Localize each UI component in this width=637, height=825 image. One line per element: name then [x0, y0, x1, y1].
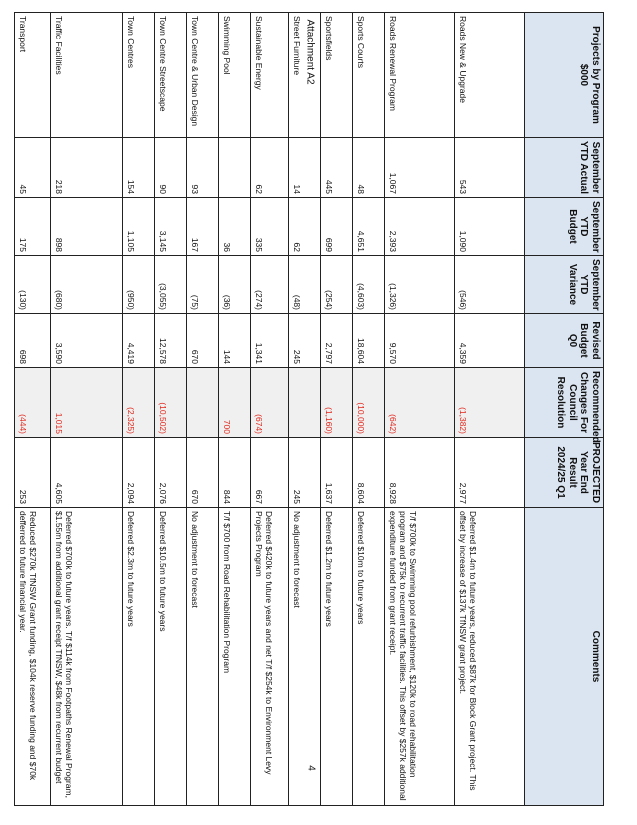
cell-revised: 2,797 [321, 314, 353, 368]
table-row [289, 13, 321, 806]
cell-comment: Deferred $2.3m to future years [123, 508, 155, 806]
column-header: Revised Budget Q0 [525, 314, 604, 368]
cell-comment: Deferred $700k to future years. T/f $114k from Footpaths Renewal Program, $1.55m from additional grant receipt TfNSW, $48k from recurrent budget [51, 508, 123, 806]
cell-budget: 1,105 [123, 198, 155, 256]
cell-projected: 245 [289, 438, 321, 508]
cell-comment: Deferred $10.5m to future years [155, 508, 187, 806]
cell-actual: 48 [353, 138, 385, 198]
cell-budget: 898 [51, 198, 123, 256]
cell-projected: 2,076 [155, 438, 187, 508]
cell-actual: 93 [187, 138, 219, 198]
cell-variance: (1,326) [385, 256, 455, 314]
cell-program: Street Furniture [289, 13, 321, 138]
cell-program: Town Centre Streetscape [155, 13, 187, 138]
cell-variance: (36) [219, 256, 251, 314]
cell-budget: 3,145 [155, 198, 187, 256]
cell-actual: 445 [321, 138, 353, 198]
cell-variance: (546) [455, 256, 525, 314]
cell-program: Sustainable Energy [251, 13, 289, 138]
cell-revised: 670 [187, 314, 219, 368]
cell-actual: 90 [155, 138, 187, 198]
cell-program: Town Centre & Urban Design [187, 13, 219, 138]
table-container [18, 12, 604, 805]
cell-projected: 8,604 [353, 438, 385, 508]
cell-budget: 2,393 [385, 198, 455, 256]
cell-projected: 4,605 [51, 438, 123, 508]
table-row [15, 13, 51, 806]
cell-budget: 335 [251, 198, 289, 256]
column-header: September YTD Variance [525, 256, 604, 314]
table-row [219, 13, 251, 806]
cell-projected: 2,094 [123, 438, 155, 508]
cell-actual: 45 [15, 138, 51, 198]
cell-change [289, 368, 321, 438]
cell-actual: 218 [51, 138, 123, 198]
cell-revised: 4,359 [455, 314, 525, 368]
header-row [525, 13, 604, 806]
column-header: Projects by Program $000 [525, 13, 604, 138]
cell-change: (674) [251, 368, 289, 438]
cell-change: (444) [15, 368, 51, 438]
cell-revised: 12,578 [155, 314, 187, 368]
cell-program: Transport [15, 13, 51, 138]
cell-program: Traffic Facilities [51, 13, 123, 138]
cell-revised: 144 [219, 314, 251, 368]
cell-comment: No adjustment to forecast [187, 508, 219, 806]
cell-program: Roads Renewal Program [385, 13, 455, 138]
cell-actual: 62 [251, 138, 289, 198]
cell-variance: (254) [321, 256, 353, 314]
cell-comment: Deferred $10m to future years [353, 508, 385, 806]
attachment-label: Attachment A2 [304, 19, 316, 85]
cell-change: 700 [219, 368, 251, 438]
column-header: Recommended Changes For Council Resolution [525, 368, 604, 438]
cell-change: (10,000) [353, 368, 385, 438]
cell-variance: (3,055) [155, 256, 187, 314]
table-row [385, 13, 455, 806]
cell-variance: (75) [187, 256, 219, 314]
cell-change: (1,382) [455, 368, 525, 438]
table-row [321, 13, 353, 806]
cell-projected: 667 [251, 438, 289, 508]
cell-change: 1,015 [51, 368, 123, 438]
cell-actual [219, 138, 251, 198]
cell-actual: 543 [455, 138, 525, 198]
projects-table [14, 12, 604, 806]
cell-revised: 9,570 [385, 314, 455, 368]
rotated-page [18, 12, 604, 805]
table-body [15, 13, 525, 806]
table-row [123, 13, 155, 806]
cell-variance: (950) [123, 256, 155, 314]
cell-actual: 14 [289, 138, 321, 198]
cell-comment: T/f $700k to Swimming pool refurbishment, $120k to road rehabilitation program and $75k to recurrent traffic facilities. This offset by $257k additional expenditure funded from grant receipt. [385, 508, 455, 806]
column-header: September YTD Actual [525, 138, 604, 198]
cell-program: Town Centres [123, 13, 155, 138]
cell-program: Sportsfields [321, 13, 353, 138]
cell-budget: 175 [15, 198, 51, 256]
cell-projected: 670 [187, 438, 219, 508]
cell-comment: Reduced $270k TfNSW Grant funding, $104k reserve funding and $70k defferred to future financial year. [15, 508, 51, 806]
cell-projected: 253 [15, 438, 51, 508]
cell-revised: 698 [15, 314, 51, 368]
cell-change: (10,502) [155, 368, 187, 438]
column-header: Comments [525, 508, 604, 806]
cell-comment: T/f $700 from Road Rehabilitation Program [219, 508, 251, 806]
cell-revised: 245 [289, 314, 321, 368]
cell-budget: 699 [321, 198, 353, 256]
cell-comment: Deferred $1.4m to future years, reduced $87k for Block Grant project. This offset by increase of $137k TfNSW grant project. [455, 508, 525, 806]
cell-change: (1,160) [321, 368, 353, 438]
cell-program: Roads New & Upgrade [455, 13, 525, 138]
cell-program: Sports Courts [353, 13, 385, 138]
cell-projected: 1,637 [321, 438, 353, 508]
cell-revised: 1,341 [251, 314, 289, 368]
cell-projected: 844 [219, 438, 251, 508]
cell-change [187, 368, 219, 438]
cell-change: (2,325) [123, 368, 155, 438]
table-row [455, 13, 525, 806]
cell-revised: 18,604 [353, 314, 385, 368]
cell-actual: 154 [123, 138, 155, 198]
cell-revised: 4,419 [123, 314, 155, 368]
cell-budget: 167 [187, 198, 219, 256]
cell-variance: (130) [15, 256, 51, 314]
cell-program: Swimming Pool [219, 13, 251, 138]
cell-revised: 3,590 [51, 314, 123, 368]
cell-variance: (680) [51, 256, 123, 314]
cell-budget: 36 [219, 198, 251, 256]
cell-variance: (4,603) [353, 256, 385, 314]
cell-comment: Deferred $420k to future years and net T/f $254k to Environment Levy Projects Program [251, 508, 289, 806]
cell-budget: 62 [289, 198, 321, 256]
cell-change: (642) [385, 368, 455, 438]
column-header: PROJECTED Year End Result 2024/25 Q1 [525, 438, 604, 508]
page-number: 4 [305, 765, 317, 771]
cell-variance: (48) [289, 256, 321, 314]
column-header: September YTD Budget [525, 198, 604, 256]
table-row [353, 13, 385, 806]
cell-comment: Deferred $1.2m to future years [321, 508, 353, 806]
table-row [51, 13, 123, 806]
table-row [187, 13, 219, 806]
cell-variance: (274) [251, 256, 289, 314]
table-row [155, 13, 187, 806]
cell-projected: 8,928 [385, 438, 455, 508]
cell-comment: No adjustment to forecast [289, 508, 321, 806]
cell-budget: 1,090 [455, 198, 525, 256]
cell-projected: 2,977 [455, 438, 525, 508]
cell-budget: 4,651 [353, 198, 385, 256]
cell-actual: 1,067 [385, 138, 455, 198]
table-row [251, 13, 289, 806]
